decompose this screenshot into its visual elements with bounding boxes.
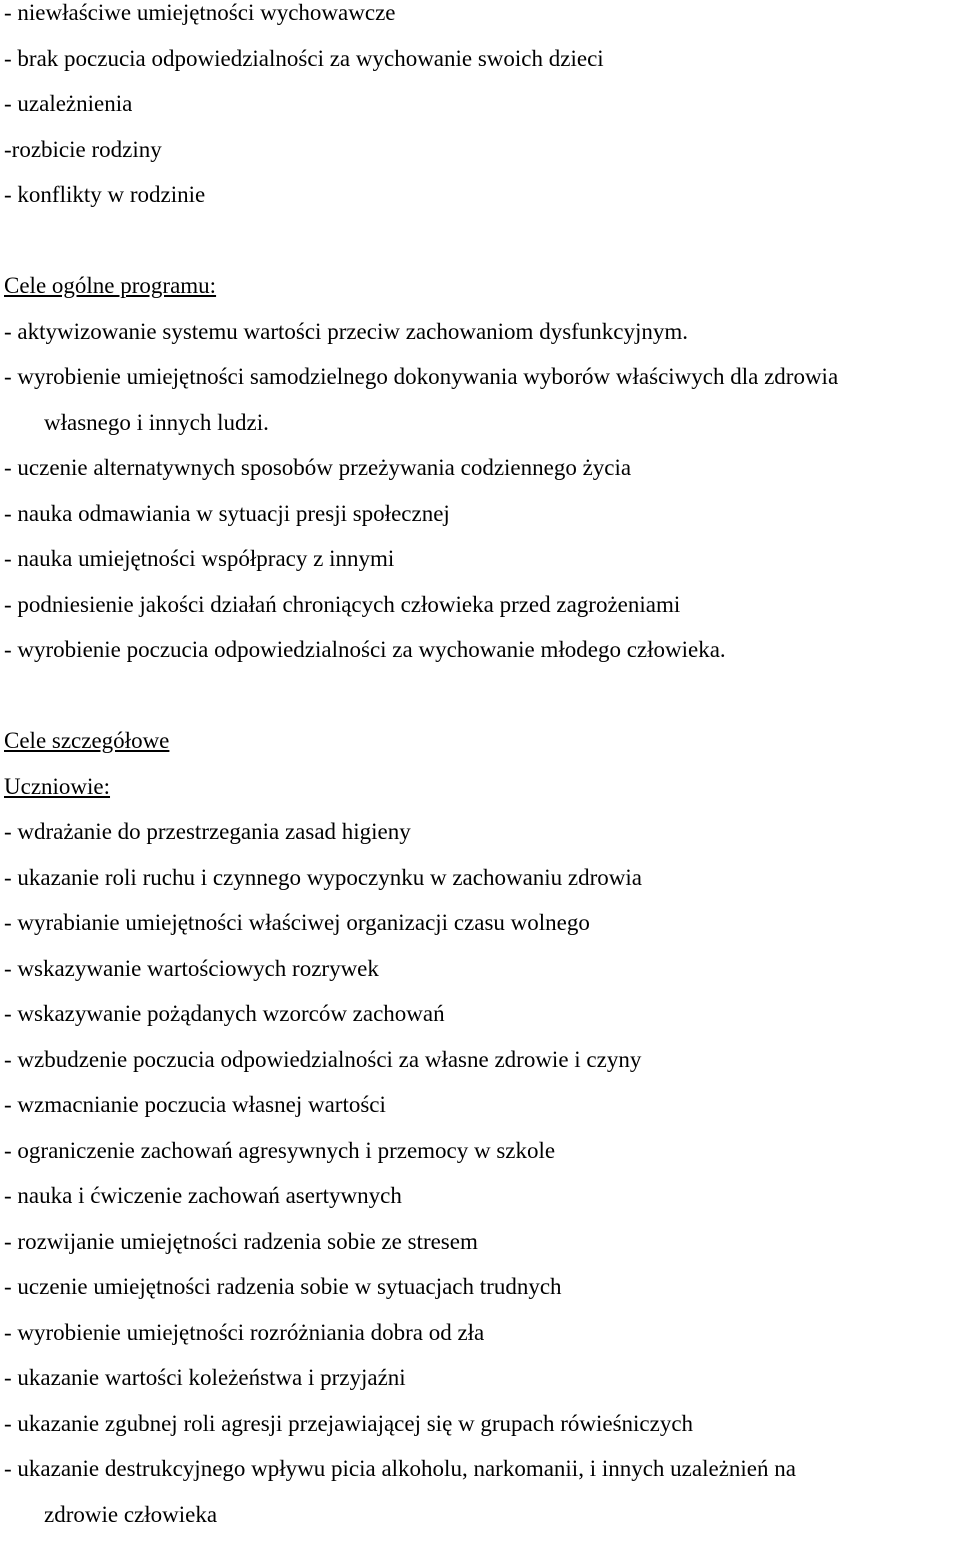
list-item: - uczenie alternatywnych sposobów przeżywania codziennego życia (4, 455, 956, 501)
general-goals-heading: Cele ogólne programu: (4, 273, 956, 319)
list-item: - uzależnienia (4, 91, 956, 137)
list-item: - wyrabianie umiejętności właściwej organizacji czasu wolnego (4, 910, 956, 956)
list-item: - wyrobienie umiejętności samodzielnego dokonywania wyborów właściwych dla zdrowia (4, 364, 956, 410)
list-item: - nauka i ćwiczenie zachowań asertywnych (4, 1183, 956, 1229)
list-item: - ukazanie zgubnej roli agresji przejawiającej się w grupach rówieśniczych (4, 1411, 956, 1457)
students-subheading: Uczniowie: (4, 774, 956, 820)
list-item: - ukazanie roli ruchu i czynnego wypoczynku w zachowaniu zdrowia (4, 865, 956, 911)
list-item: - wskazywanie pożądanych wzorców zachowań (4, 1001, 956, 1047)
list-item: - podniesienie jakości działań chroniących człowieka przed zagrożeniami (4, 592, 956, 638)
list-item: - wzmacnianie poczucia własnej wartości (4, 1092, 956, 1138)
specific-goals-section (4, 728, 956, 1547)
document-page (4, 0, 956, 1547)
list-item: - aktywizowanie systemu wartości przeciw zachowaniom dysfunkcyjnym. (4, 319, 956, 365)
list-item: - rozwijanie umiejętności radzenia sobie ze stresem (4, 1229, 956, 1275)
list-item: - nauka umiejętności współpracy z innymi (4, 546, 956, 592)
list-item: - wdrażanie do przestrzegania zasad higieny (4, 819, 956, 865)
list-item: - wyrobienie umiejętności rozróżniania dobra od zła (4, 1320, 956, 1366)
list-item: - ukazanie wartości koleżeństwa i przyjaźni (4, 1365, 956, 1411)
spacer (4, 683, 956, 729)
list-item: - brak poczucia odpowiedzialności za wychowanie swoich dzieci (4, 46, 956, 92)
general-goals-section (4, 273, 956, 683)
spacer (4, 228, 956, 274)
list-item: - ukazanie destrukcyjnego wpływu picia alkoholu, narkomanii, i innych uzależnień na (4, 1456, 956, 1502)
list-item: - wskazywanie wartościowych rozrywek (4, 956, 956, 1002)
list-item-continuation: własnego i innych ludzi. (4, 410, 956, 456)
list-item: - wzbudzenie poczucia odpowiedzialności za własne zdrowie i czyny (4, 1047, 956, 1093)
intro-list (4, 0, 956, 228)
list-item: - niewłaściwe umiejętności wychowawcze (4, 0, 956, 46)
list-item: - ograniczenie zachowań agresywnych i przemocy w szkole (4, 1138, 956, 1184)
list-item: - konflikty w rodzinie (4, 182, 956, 228)
list-item: -rozbicie rodziny (4, 137, 956, 183)
specific-goals-heading: Cele szczegółowe (4, 728, 956, 774)
list-item: - wyrobienie poczucia odpowiedzialności za wychowanie młodego człowieka. (4, 637, 956, 683)
list-item: - uczenie umiejętności radzenia sobie w sytuacjach trudnych (4, 1274, 956, 1320)
list-item: - nauka odmawiania w sytuacji presji społecznej (4, 501, 956, 547)
list-item-continuation: zdrowie człowieka (4, 1502, 956, 1547)
